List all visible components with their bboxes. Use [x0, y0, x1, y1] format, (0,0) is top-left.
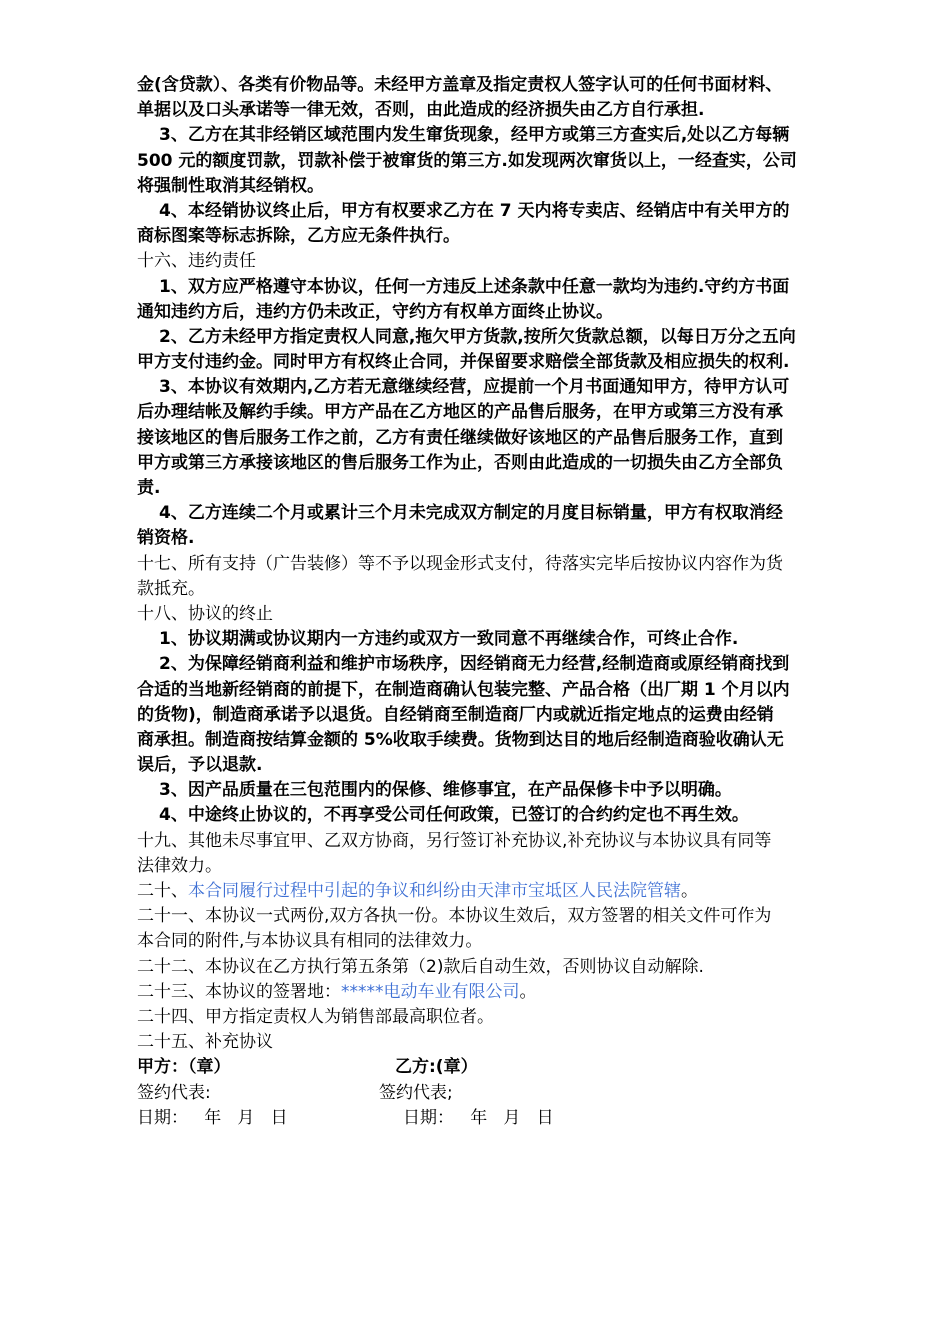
document-line: 2、乙方未经甲方指定责权人同意,拖欠甲方货款,按所欠货款总额，以每日万分之五向: [159, 326, 796, 347]
signature-date-row: [137, 1106, 873, 1131]
document-line: 十八、协议的终止: [137, 603, 273, 624]
document-line: 销资格.: [137, 528, 195, 549]
document-line: 3、乙方在其非经销区域范围内发生窜货现象，经甲方或第三方查实后,处以乙方每辆: [159, 125, 790, 146]
clause-23: [137, 980, 873, 1005]
clause-25: 二十五、补充协议: [137, 1032, 273, 1053]
party-a-date: 日期： 年 月 日: [137, 1107, 288, 1128]
document-line: 500 元的额度罚款，罚款补偿于被窜货的第三方.如发现两次窜货以上，一经查实，公司: [137, 150, 797, 171]
party-a-representative: 签约代表:: [137, 1082, 211, 1103]
document-line: 款抵充。: [137, 578, 205, 599]
clause-22: 二十二、本协议在乙方执行第五条第（2)款后自动生效，否则协议自动解除.: [137, 956, 704, 977]
document-line: 3、因产品质量在三包范围内的保修、维修事宜，在产品保修卡中予以明确。: [159, 780, 732, 801]
signature-rep-row: [137, 1081, 873, 1106]
document-line: 十九、其他未尽事宜甲、乙双方协商，另行签订补充协议,补充协议与本协议具有同等: [137, 830, 772, 851]
clause-23-prefix: 二十三、本协议的签署地：: [137, 981, 341, 1002]
document-line: 甲方或第三方承接该地区的售后服务工作为止，否则由此造成的一切损失由乙方全部负: [137, 452, 783, 473]
jurisdiction-text: 本合同履行过程中引起的争议和纠纷由天津市宝坻区人民法院管辖: [188, 881, 681, 901]
clauses-block: [137, 73, 873, 879]
clause-24: 二十四、甲方指定责权人为销售部最高职位者。: [137, 1006, 494, 1027]
party-a-seal: 甲方：（章）: [137, 1057, 231, 1078]
document-line: 合适的当地新经销商的前提下，在制造商确认包装完整、产品合格（出厂期 1 个月以内: [137, 679, 790, 700]
clause-20-prefix: 二十、: [137, 881, 188, 901]
document-line: 4、本经销协议终止后，甲方有权要求乙方在 7 天内将专卖店、经销店中有关甲方的: [159, 200, 790, 221]
party-b-representative: 签约代表;: [379, 1082, 453, 1103]
document-line: 责.: [137, 478, 161, 498]
document-line: 十六、违约责任: [137, 251, 256, 272]
clause-21-line-1: 二十一、本协议一式两份,双方各执一份。本协议生效后，双方签署的相关文件可作为: [137, 906, 772, 927]
document-line: 后办理结帐及解约手续。甲方产品在乙方地区的产品售后服务，在甲方或第三方没有承: [137, 402, 783, 423]
document-line: 法律效力。: [137, 855, 222, 876]
document-line: 将强制性取消其经销权。: [137, 175, 324, 196]
signing-place-text: *****电动车业有限公司: [341, 981, 520, 1002]
party-b-date: 日期： 年 月 日: [403, 1107, 554, 1128]
document-line: 十七、所有支持（广告装修）等不予以现金形式支付，待落实完毕后按协议内容作为货: [137, 553, 783, 574]
clause-20-suffix: 。: [681, 881, 698, 901]
document-line: 接该地区的售后服务工作之前，乙方有责任继续做好该地区的产品售后服务工作，直到: [137, 427, 783, 448]
clause-23-suffix: 。: [519, 981, 537, 1002]
party-b-seal: 乙方:(章）: [395, 1057, 478, 1078]
document-line: 4、乙方连续二个月或累计三个月未完成双方制定的月度目标销量，甲方有权取消经: [159, 503, 783, 524]
document-line: 1、双方应严格遵守本协议，任何一方违反上述条款中任意一款均为违约.守约方书面: [159, 276, 790, 297]
clause-20: [137, 879, 873, 904]
document-page: [137, 73, 873, 1131]
document-line: 4、中途终止协议的，不再享受公司任何政策，已签订的合约约定也不再生效。: [159, 805, 749, 826]
document-line: 通知违约方后，违约方仍未改正，守约方有权单方面终止协议。: [137, 301, 613, 322]
document-line: 商承担。制造商按结算金额的 5%收取手续费。货物到达目的地后经制造商验收确认无: [137, 729, 784, 750]
document-line: 商标图案等标志拆除，乙方应无条件执行。: [137, 226, 460, 247]
document-line: 3、本协议有效期内,乙方若无意继续经营，应提前一个月书面通知甲方，待甲方认可: [159, 377, 790, 398]
document-line: 单据以及口头承诺等一律无效，否则，由此造成的经济损失由乙方自行承担.: [137, 100, 705, 121]
signature-party-row: [137, 1055, 873, 1080]
document-line: 金(含贷款）、各类有价物品等。未经甲方盖章及指定责权人签字认可的任何书面材料、: [137, 75, 783, 95]
document-line: 的货物)，制造商承诺予以退货。自经销商至制造商厂内或就近指定地点的运费由经销: [137, 704, 774, 725]
document-line: 2、为保障经销商利益和维护市场秩序，因经销商无力经营,经制造商或原经销商找到: [159, 654, 790, 675]
document-line: 甲方支付违约金。同时甲方有权终止合同，并保留要求赔偿全部货款及相应损失的权利.: [137, 352, 790, 373]
clause-21-line-2: 本合同的附件,与本协议具有相同的法律效力。: [137, 931, 483, 952]
document-line: 误后，予以退款.: [137, 755, 263, 776]
document-line: 1、协议期满或协议期内一方违约或双方一致同意不再继续合作，可终止合作.: [159, 629, 739, 650]
